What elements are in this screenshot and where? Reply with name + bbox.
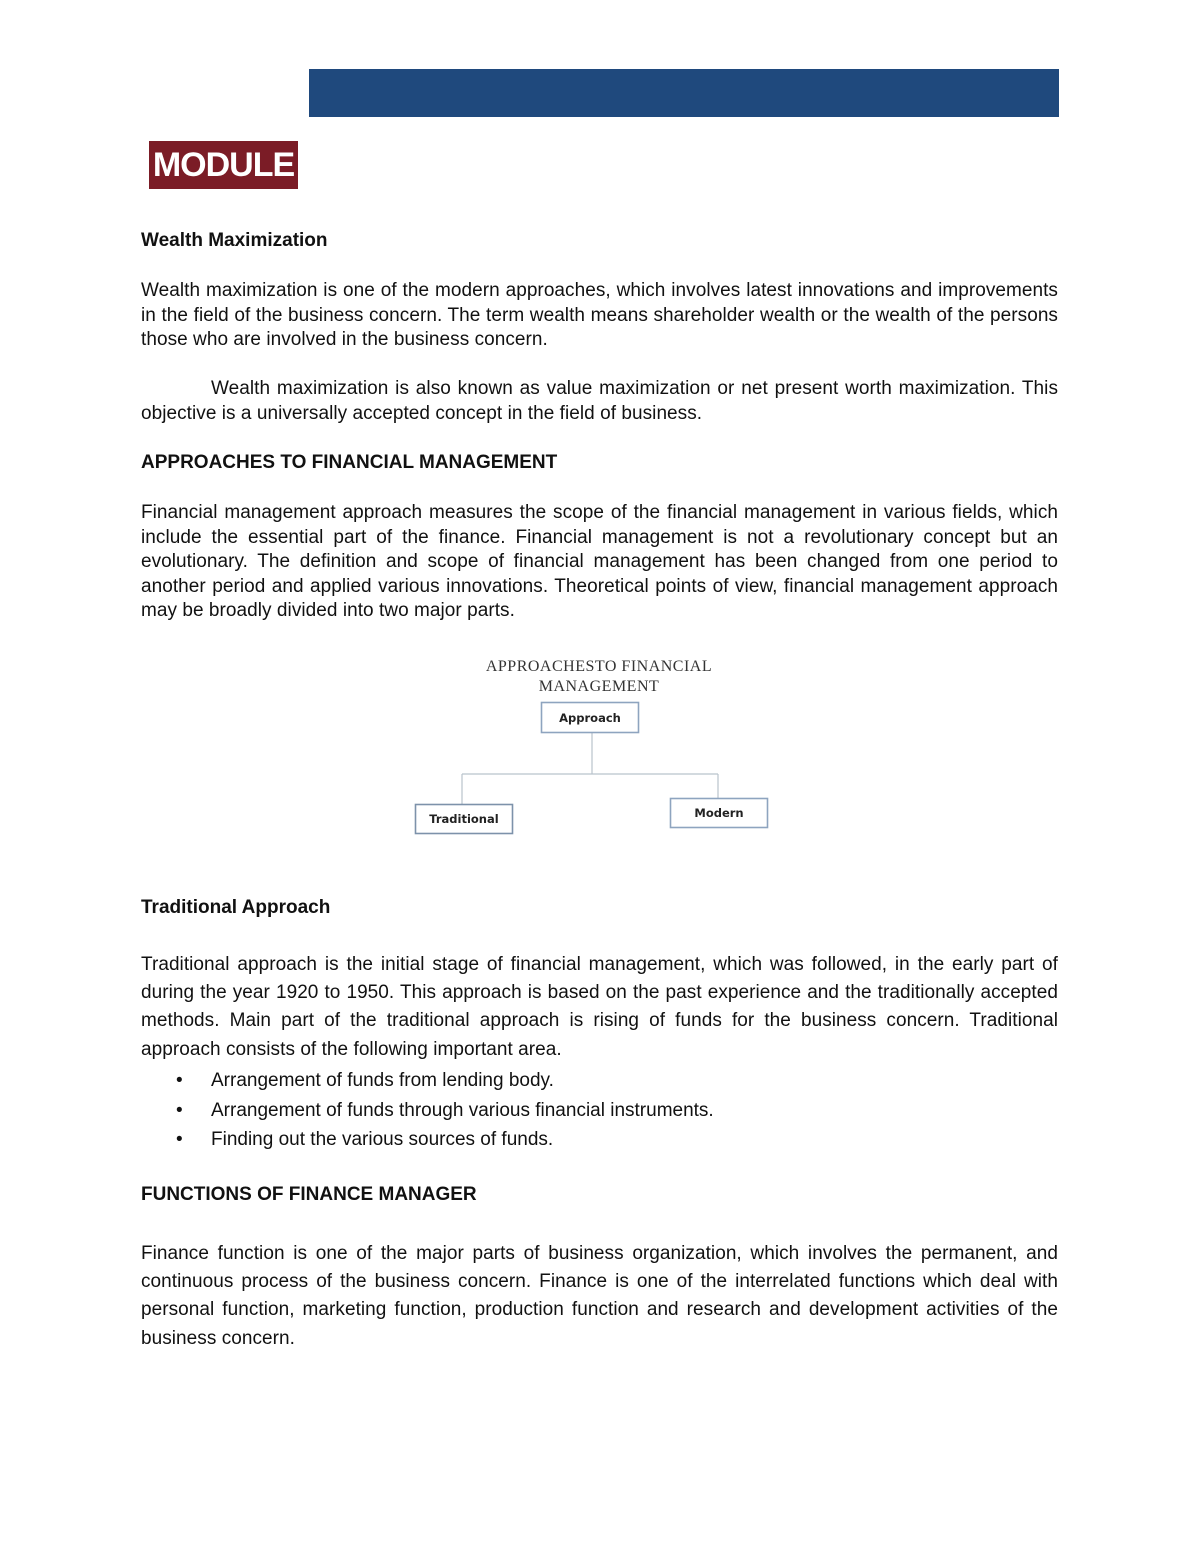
list-item: • Arrangement of funds through various financial instruments. [141,1096,714,1126]
diagram-node-modern [671,799,768,828]
paragraph-functions-1: Finance function is one of the major parts of business organization, which involves the permanent, and continuous process of the business concern. Finance is one of the interrelated functions which deal with personal function, marketing function, production function and research and development activities of the business concern. [141,1243,1058,1349]
heading-traditional-approach: Traditional Approach [141,897,331,918]
approaches-diagram [400,650,800,850]
traditional-bullet-list [141,1066,714,1155]
diagram-title-line2: MANAGEMENT [538,678,660,695]
diagram-node-traditional [416,805,513,834]
paragraph-traditional-1: Traditional approach is the initial stage of financial management, which was followed, in the early part of during the year 1920 to 1950. This approach is based on the past experience and the traditionally accepted methods. Main part of the traditional approach is rising of funds for the business concern. Traditional approach consists of the following important area. [141,954,1058,1060]
node-label-traditional: Traditional [429,812,499,826]
node-label-modern: Modern [694,806,744,820]
paragraph-wealth-2: Wealth maximization is also known as value maximization or net present worth maximization. This objective is a universally accepted concept in the field of business. [141,378,1058,424]
heading-functions-finance-manager: FUNCTIONS OF FINANCE MANAGER [141,1184,477,1205]
list-item: • Arrangement of funds from lending body. [141,1066,714,1096]
header-bar [309,69,1059,117]
module-badge: MODULE [149,141,298,189]
diagram-node-approach [542,703,639,733]
heading-wealth-maximization: Wealth Maximization [141,230,328,251]
node-label-approach: Approach [559,711,621,725]
paragraph-approaches-1: Financial management approach measures the scope of the financial management in various fields, which include the essential part of the finance. Financial management is not a revolutionary concept but an evolutionary. The definition and scope of financial management has been changed from one period to another period and applied various innovations. Theoretical points of view, financial management approach may be broadly divided into two major parts. [141,502,1058,621]
diagram-title-line1: APPROACHESTO FINANCIAL [485,658,713,675]
paragraph-wealth-1: Wealth maximization is one of the modern approaches, which involves latest innovations and improvements in the field of the business concern. The term wealth means shareholder wealth or the wealth of the persons those who are involved in the business concern. [141,280,1058,350]
heading-approaches: APPROACHES TO FINANCIAL MANAGEMENT [141,452,558,473]
list-item: • Finding out the various sources of funds. [141,1125,714,1155]
